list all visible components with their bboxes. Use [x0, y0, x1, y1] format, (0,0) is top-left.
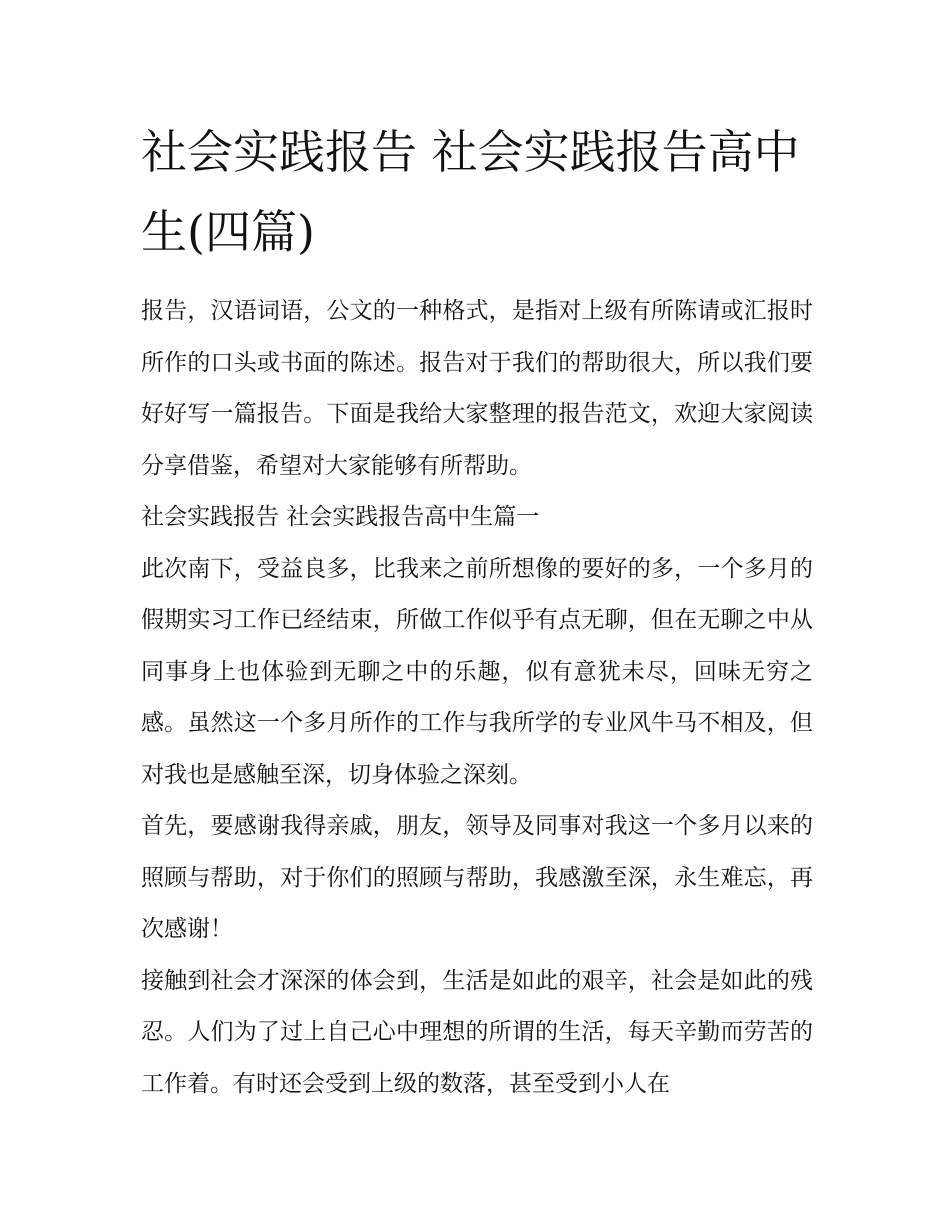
document-body	[141, 112, 813, 1110]
body-paragraph: 接触到社会才深深的体会到，生活是如此的艰辛，社会是如此的残忍。人们为了过上自己心中理想的所谓的生活，每天辛勤而劳苦的工作着。有时还会受到上级的数落，甚至受到小人在	[141, 967, 813, 1097]
intro-paragraph: 报告，汉语词语，公文的一种格式，是指对上级有所陈请或汇报时所作的口头或书面的陈述。报告对于我们的帮助很大，所以我们要好好写一篇报告。下面是我给大家整理的报告范文，欢迎大家阅读分享借鉴，希望对大家能够有所帮助。	[141, 298, 813, 479]
section-heading: 社会实践报告 社会实践报告高中生篇一	[141, 504, 540, 530]
document-title: 社会实践报告 社会实践报告高中生(四篇)	[141, 125, 800, 259]
body-paragraph: 首先，要感谢我得亲戚，朋友，领导及同事对我这一个多月以来的照顾与帮助，对于你们的照顾与帮助，我感激至深，永生难忘，再次感谢！	[141, 813, 813, 942]
body-paragraph: 此次南下，受益良多，比我来之前所想像的要好的多，一个多月的假期实习工作已经结束，所做工作似乎有点无聊，但在无聊之中从同事身上也体验到无聊之中的乐趣，似有意犹未尽，回味无穷之感。虽然这一个多月所作的工作与我所学的专业风牛马不相及，但对我也是感触至深，切身体验之深刻。	[141, 555, 813, 788]
